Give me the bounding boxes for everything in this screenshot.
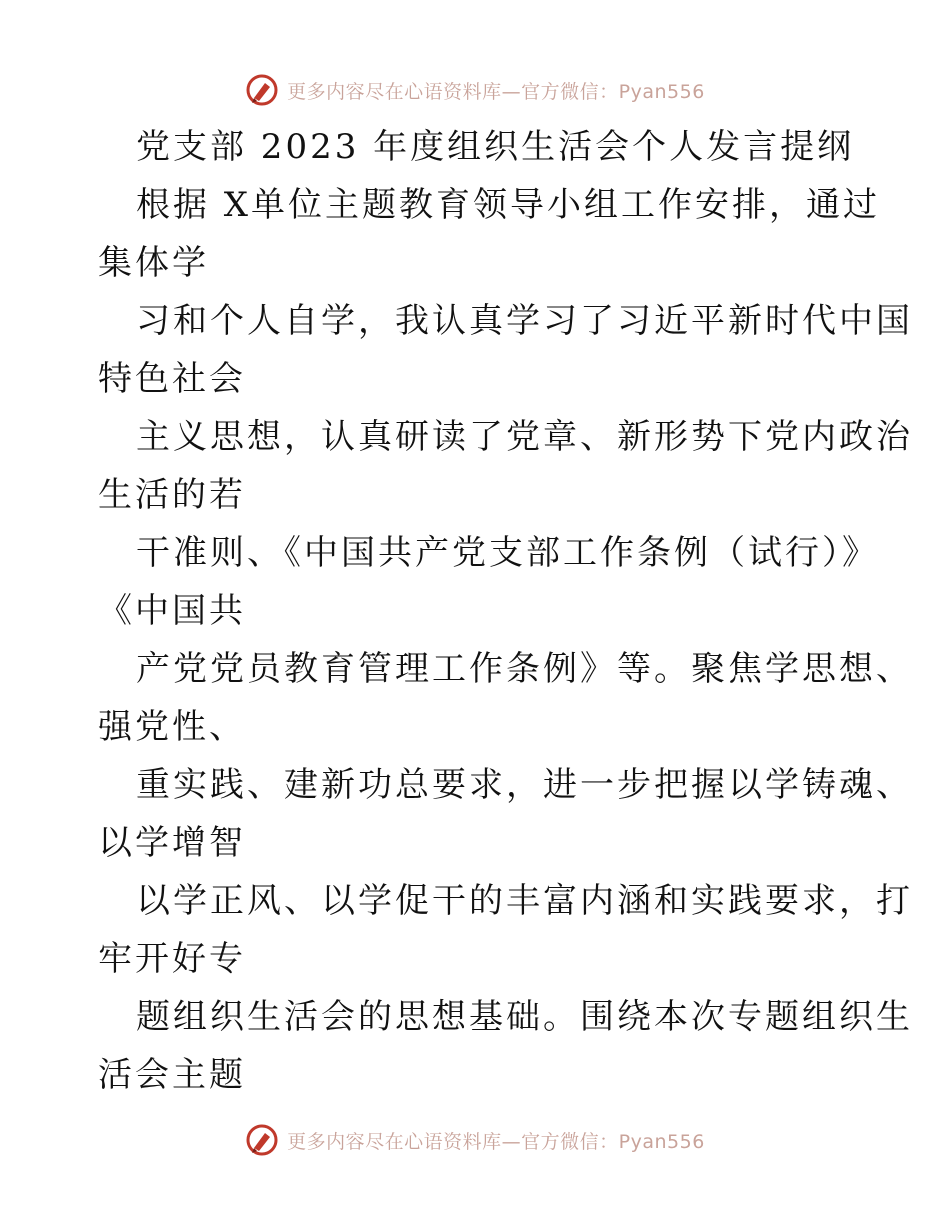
pen-logo-icon [245,1123,279,1157]
watermark-text: 更多内容尽在心语资料库—官方微信：Pyan556 [287,80,705,103]
watermark-text: 更多内容尽在心语资料库—官方微信：Pyan556 [287,1130,705,1153]
text-line: 牢开好专 [98,939,246,979]
text-line: 强党性、 [98,707,246,747]
text-line: 生活的若 [98,475,246,515]
footer-watermark [0,1120,950,1160]
text-line: 干准则、《中国共产党支部工作条例（试行）》 [136,533,879,573]
document-body [98,118,913,1104]
text-line: 题组织生活会的思想基础。围绕本次专题组织生 [136,997,913,1037]
text-line: 党支部 2023 年度组织生活会个人发言提纲 [136,127,855,167]
pen-logo-icon [245,73,279,107]
text-line: 以学正风、以学促干的丰富内涵和实践要求，打 [136,881,913,921]
text-line: 产党党员教育管理工作条例》等。聚焦学思想、 [136,649,913,689]
text-line: 活会主题 [98,1055,246,1095]
text-line: 重实践、建新功总要求，进一步把握以学铸魂、 [136,765,913,805]
text-line: 《中国共 [98,591,246,631]
text-line: 特色社会 [98,359,246,399]
text-line: 以学增智 [98,823,246,863]
text-line: 根据 X单位主题教育领导小组工作安排，通过 [136,185,881,225]
text-line: 习和个人自学，我认真学习了习近平新时代中国 [136,301,913,341]
header-watermark [0,70,950,110]
text-line: 集体学 [98,243,209,283]
text-line: 主义思想，认真研读了党章、新形势下党内政治 [136,417,913,457]
